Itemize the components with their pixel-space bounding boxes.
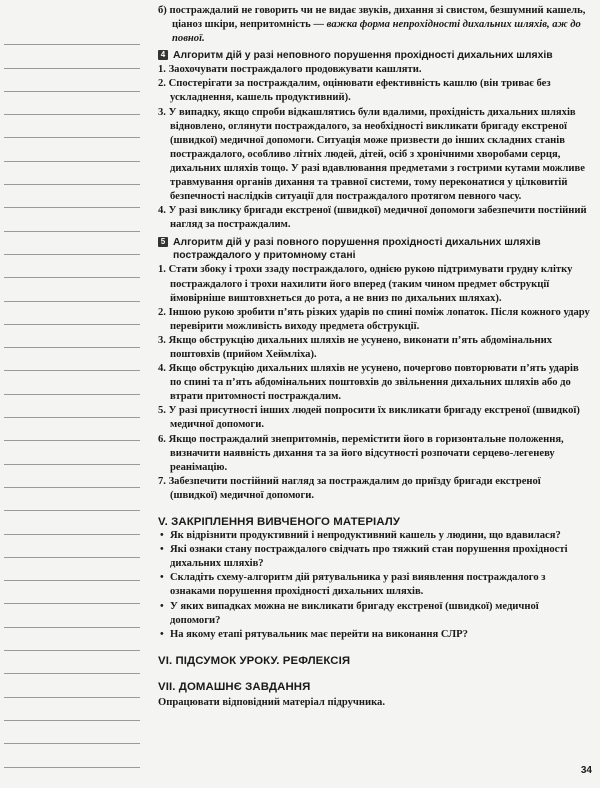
list-item: 7. Забезпечити постійний нагляд за постраждалим до приїзду бригади екстреної (швидкої) медичної допомоги. — [158, 475, 541, 501]
homework-text: Опрацювати відповідний матеріал підручника. — [158, 697, 385, 709]
note-line — [4, 651, 140, 674]
section-vi-heading: VI. ПІДСУМОК УРОКУ. РЕФЛЕКСІЯ — [158, 654, 351, 667]
note-line — [4, 441, 140, 464]
note-line — [4, 604, 140, 627]
list-item: 3. У випадку, якщо спроби відкашлятись були вдалими, прохідність дихальних шляхів відновлено, оглянути постраждалого, за необхідності викликати бригаду екстреної (швидкої) медичної допомоги. Ситуація може призвести до інших складних станів постраждалого, особливо літніх людей, дітей, осіб з хронічними хворобами серця, дихальних шляхів тощо. У разі вдавлювання предметами з гострими кутами можливе травмування органів дихання та травної системи, тому переконатися у цілковитій безпечності наслідків ситуації для постраждалого протягом певного часу. — [158, 106, 585, 203]
section-number-icon: 4 — [158, 50, 168, 60]
intro-paragraph — [158, 4, 590, 46]
section-5-title: Алгоритм дій у разі повного порушення прохідності дихальних шляхів постраждалого у притомному стані — [173, 237, 541, 262]
list-item: 2. Спостерігати за постраждалим, оцінювати ефективність кашлю (він триває без ускладнення, кашель продуктивний). — [158, 78, 551, 104]
note-line — [4, 581, 140, 604]
note-line — [4, 208, 140, 231]
note-line — [4, 162, 140, 185]
list-item: 1. Заохочувати постраждалого продовжувати кашляти. — [158, 64, 422, 76]
section-v-list — [158, 529, 590, 642]
list-item: • Складіть схему-алгоритм дій рятувальника у разі виявлення постраждалого з ознаками порушення прохідності дихальних шляхів. — [158, 571, 590, 599]
section-5-list — [158, 263, 590, 503]
note-line — [4, 558, 140, 581]
note-line — [4, 465, 140, 488]
main-content — [158, 4, 590, 710]
note-line — [4, 185, 140, 208]
section-4-title: Алгоритм дій у разі неповного порушення прохідності дихальних шляхів — [173, 50, 553, 62]
note-line — [4, 69, 140, 92]
note-line — [4, 115, 140, 138]
list-item: • Як відрізнити продуктивний і непродуктивний кашель у людини, що вдавилася? — [158, 529, 590, 543]
list-item: 2. Іншою рукою зробити п’ять різких ударів по спині поміж лопаток. Після кожного удару перевірити можливість виходу предмета обструкції. — [158, 306, 590, 332]
list-item: • У яких випадках можна не викликати бригаду екстреної (швидкої) медичної допомоги? — [158, 600, 590, 628]
note-line — [4, 22, 140, 45]
note-line — [4, 628, 140, 651]
notes-lines — [4, 22, 140, 768]
note-line — [4, 138, 140, 161]
note-line — [4, 488, 140, 511]
note-line — [4, 395, 140, 418]
note-line — [4, 744, 140, 767]
note-line — [4, 278, 140, 301]
list-item: 4. У разі виклику бригади екстреної (швидкої) медичної допомоги забезпечити постійний нагляд за постраждалим. — [158, 205, 587, 231]
list-item: 6. Якщо постраждалий знепритомнів, перемістити його в горизонтальне положення, визначити наявність дихання та за його відсутності розпочати серцево-легеневу реанімацію. — [158, 433, 564, 473]
list-item: 5. У разі присутності інших людей попросити їх викликати бригаду екстреної (швидкої) медичної допомоги. — [158, 405, 580, 431]
section-v-heading: V. ЗАКРІПЛЕННЯ ВИВЧЕНОГО МАТЕРІАЛУ — [158, 516, 401, 528]
list-item: • Які ознаки стану постраждалого свідчать про тяжкий стан порушення прохідності дихальних шляхів? — [158, 543, 590, 571]
section-5-heading — [158, 236, 590, 262]
section-vii-heading: VII. ДОМАШНЄ ЗАВДАННЯ — [158, 680, 311, 693]
note-line — [4, 418, 140, 441]
note-line — [4, 232, 140, 255]
note-line — [4, 325, 140, 348]
note-line — [4, 371, 140, 394]
list-item: 4. Якщо обструкцію дихальних шляхів не усунено, почергово повторювати п’ять ударів по спині та п’ять абдомінальних поштовхів до звільнення дихальних шляхів або до втрати притомності постраждалим. — [158, 363, 579, 403]
note-line — [4, 302, 140, 325]
note-line — [4, 535, 140, 558]
note-line — [4, 698, 140, 721]
note-line — [4, 348, 140, 371]
note-line — [4, 674, 140, 697]
section-4-list — [158, 63, 590, 232]
page-number: 34 — [580, 765, 592, 776]
section-number-icon: 5 — [158, 237, 168, 247]
note-line — [4, 92, 140, 115]
intro-text: б) постраждалий не говорить чи не видає звуків, дихання зі свистом, безшумний кашель, ціаноз шкіри, непритомність — — [158, 5, 586, 31]
list-item: • На якому етапі рятувальник має перейти на виконання СЛР? — [158, 628, 590, 642]
list-item: 1. Стати збоку і трохи ззаду постраждалого, однією рукою підтримувати грудну клітку постраждалого і трохи нахилити його вперед (таким чином предмет обструкції ймовірніше виштовхнеться до рота, а не вниз по дихальних шляхах). — [158, 264, 573, 304]
note-line — [4, 721, 140, 744]
note-line — [4, 511, 140, 534]
section-4-heading — [158, 49, 590, 62]
intro-emphasis: важка форма непрохідності дихальних шляхів, аж до повної. — [172, 19, 581, 45]
note-line — [4, 45, 140, 68]
list-item: 3. Якщо обструкцію дихальних шляхів не усунено, виконати п’ять абдомінальних поштовхів (прийом Хеймліха). — [158, 334, 553, 360]
note-line — [4, 255, 140, 278]
